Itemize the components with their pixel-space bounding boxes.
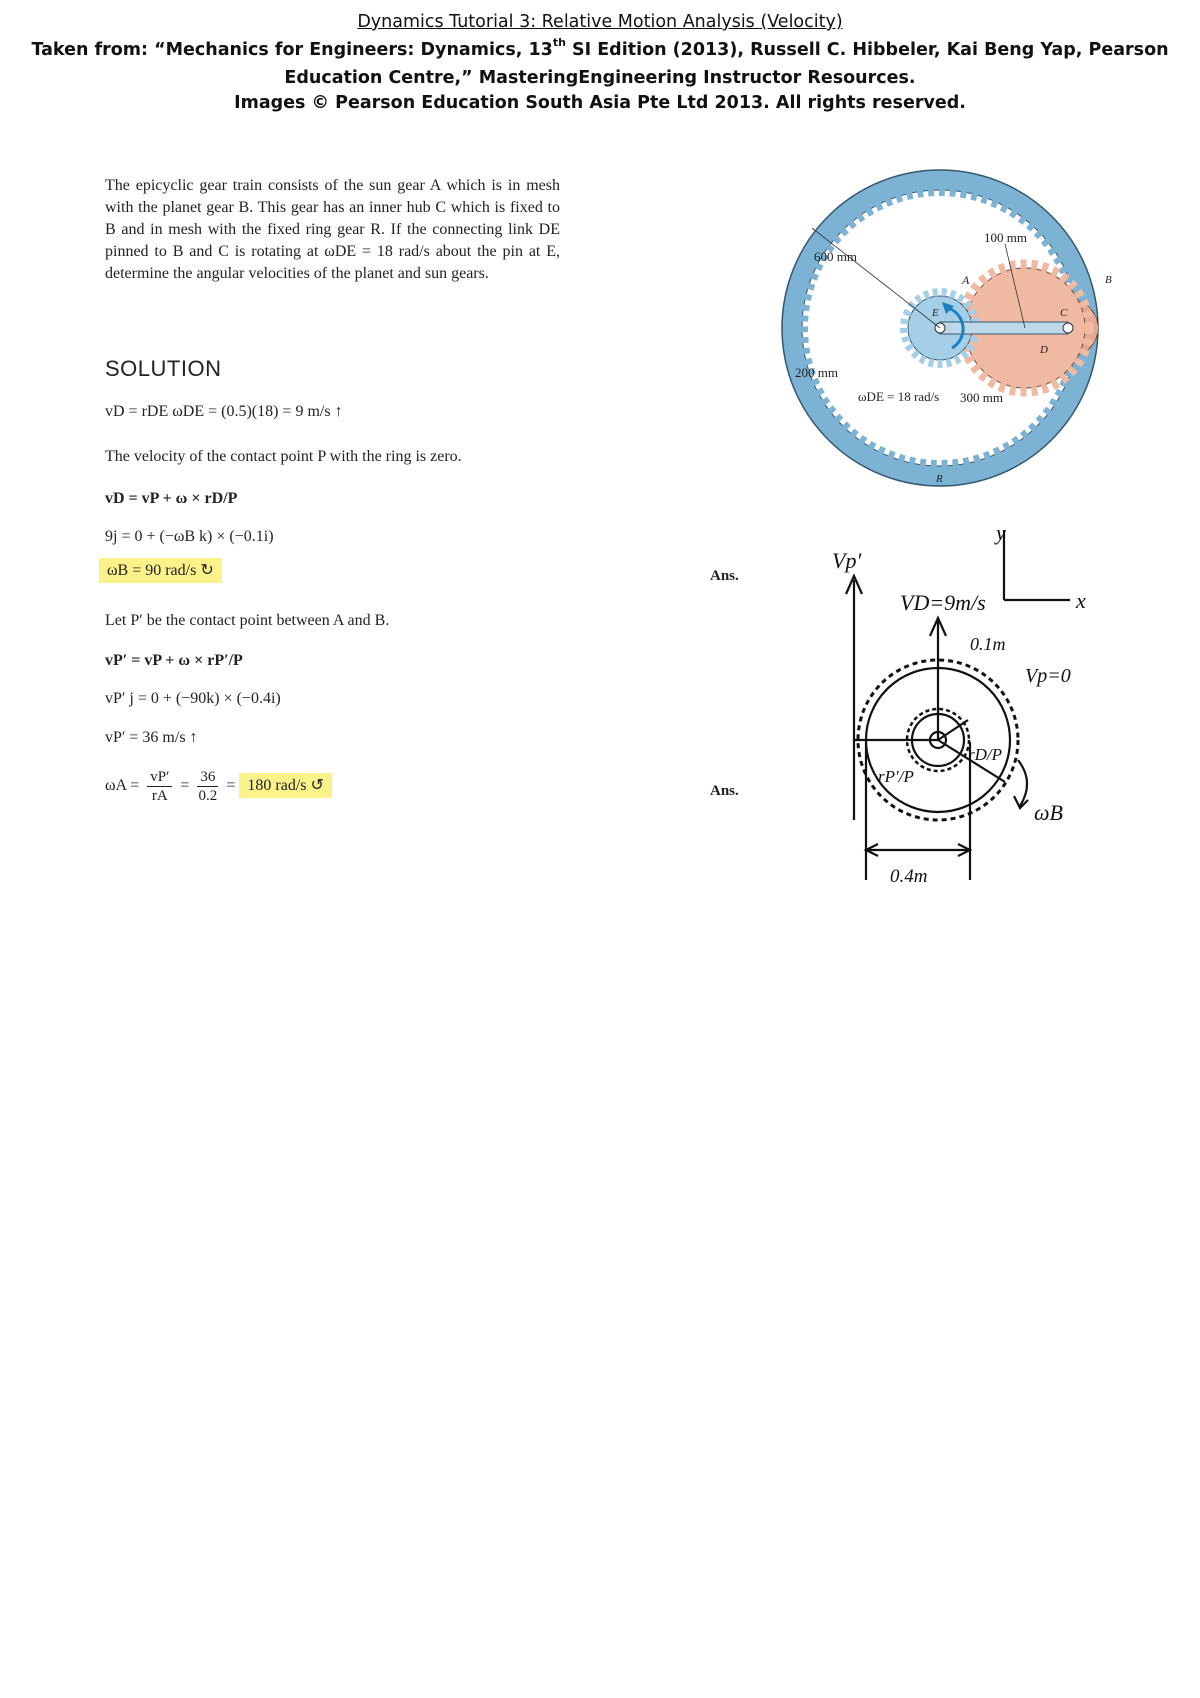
equation-cross-product: 9j = 0 + (−ωB k) × (−0.1i): [105, 528, 274, 545]
copyright-line: Images © Pearson Education South Asia Pte Ltd 2013. All rights reserved.: [234, 93, 966, 113]
label-r: R: [936, 473, 943, 485]
gear-train-figure: [770, 168, 1130, 498]
label-0-4m: 0.4m: [890, 866, 928, 887]
text-contact-point-prime: Let P′ be the contact point between A and B.: [105, 612, 390, 629]
label-200mm: 200 mm: [795, 365, 838, 380]
label-300mm: 300 mm: [960, 390, 1003, 405]
axis-y-label: y: [996, 520, 1006, 545]
answer-omega-a: 180 rad/s ↺: [239, 773, 332, 798]
label-0-1m: 0.1m: [970, 634, 1006, 654]
page-title: Dynamics Tutorial 3: Relative Motion Analysis (Velocity): [357, 12, 843, 32]
equation-vd: vD = rDE ωDE = (0.5)(18) = 9 m/s ↑: [105, 403, 343, 420]
label-vd-9: VD=9m/s: [900, 590, 986, 615]
label-r-dp: rD/P: [968, 745, 1002, 764]
label-c: C: [1060, 307, 1068, 319]
label-b: B: [1105, 274, 1112, 286]
source-line-2: Education Centre,” MasteringEngineering Instructor Resources.: [284, 68, 916, 88]
problem-statement: The epicyclic gear train consists of the sun gear A which is in mesh with the planet gear B. This gear has an inner hub C which is fixed to B and in mesh with the fixed ring gear R. If the connecting link DE pinned to B and C is rotating at ωDE = 18 rad/s about the pin at E, determine the angular velocities of the planet and sun gears.: [105, 177, 560, 282]
ans-label-1: Ans.: [710, 568, 739, 584]
label-e: E: [932, 307, 939, 319]
text-contact-point: The velocity of the contact point P with the ring is zero.: [105, 448, 462, 465]
equation-omega-a: ωA = $\frac{vP'}{rA}$ = $\frac{36}{0.2}$ = 180 rad/s ↺: [105, 768, 332, 805]
equation-vp-prime-cross: vP′ j = 0 + (−90k) × (−0.4i): [105, 690, 281, 707]
label-r-pp: rP′/P: [878, 767, 914, 786]
answer-omega-b: ωB = 90 rad/s ↻: [99, 560, 222, 580]
label-100mm: 100 mm: [984, 230, 1027, 245]
label-omega-de: ωDE = 18 rad/s: [858, 389, 940, 404]
label-vp-prime: Vp′: [832, 548, 862, 573]
velocity-sketch: [820, 520, 1120, 900]
label-vp-zero: Vp=0: [1025, 665, 1071, 687]
source-line-1: Taken from: “Mechanics for Engineers: Dynamics, 13th SI Edition (2013), Russell C. Hibbeler, Kai Beng Yap, Pearson: [31, 36, 1169, 60]
label-omega-b: ωB: [1034, 800, 1063, 825]
equation-relative-velocity: vD = vP + ω × rD/P: [105, 490, 238, 507]
equation-vp-prime-value: vP′ = 36 m/s ↑: [105, 729, 198, 746]
label-600mm: 600 mm: [814, 249, 857, 264]
label-a: A: [962, 273, 970, 287]
solution-heading: SOLUTION: [105, 356, 222, 381]
label-d: D: [1040, 344, 1048, 356]
equation-vp-prime: vP′ = vP + ω × rP′/P: [105, 652, 243, 669]
axis-x-label: x: [1076, 588, 1086, 613]
ans-label-2: Ans.: [710, 783, 739, 799]
